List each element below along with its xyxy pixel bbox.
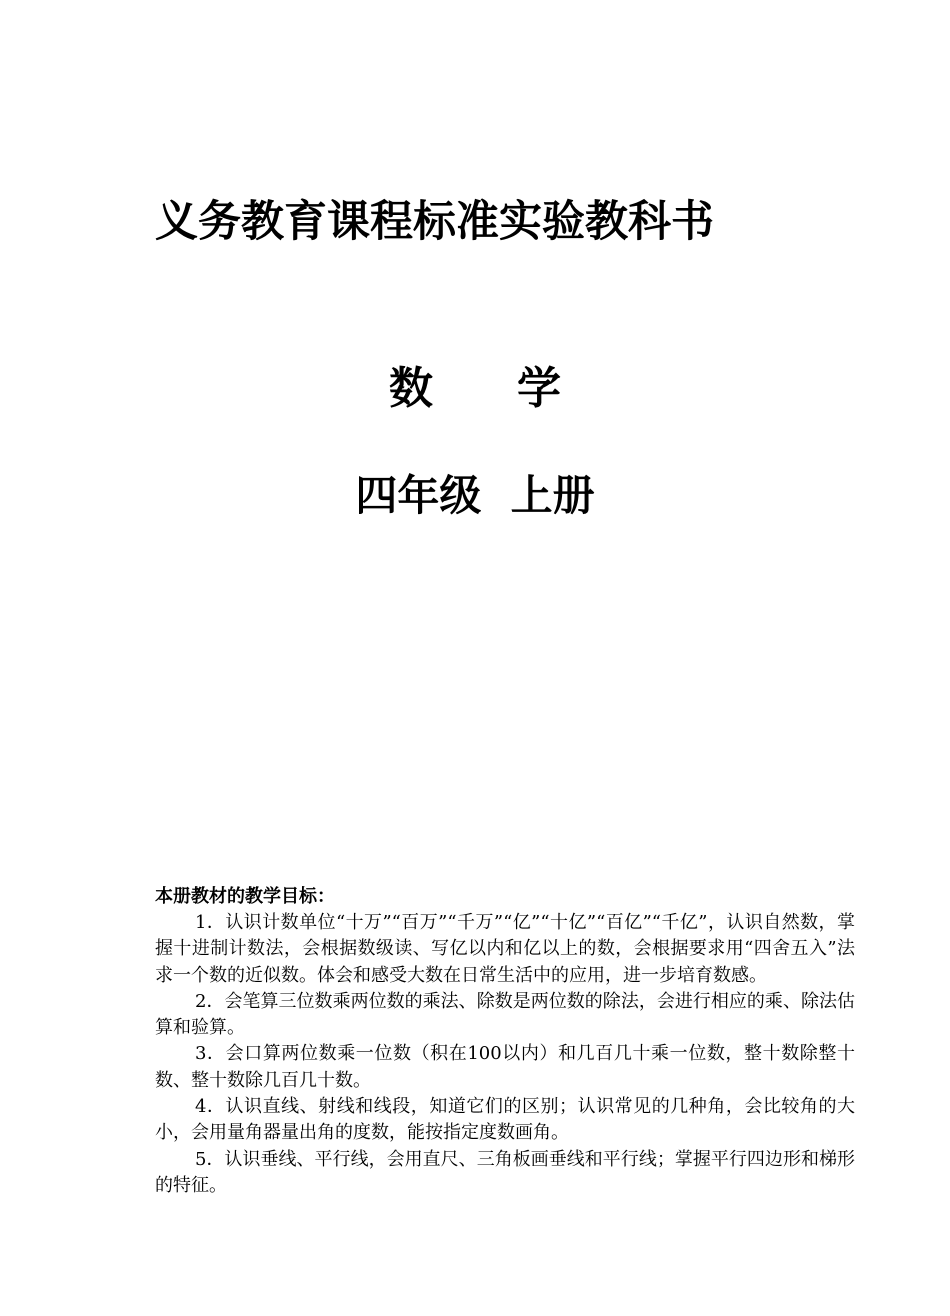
goal-item: 3．会口算两位数乘一位数（积在100以内）和几百几十乘一位数，整十数除整十数、整十数除几百几十数。 bbox=[155, 1043, 855, 1091]
teaching-goals bbox=[155, 884, 855, 1199]
goal-item: 1．认识计数单位“十万”“百万”“千万”“亿”“十亿”“百亿”“千亿”，认识自然数，掌握十进制计数法，会根据数级读、写亿以内和亿以上的数，会根据要求用“四舍五入”法求一个数的近似数。体会和感受大数在日常生活中的应用，进一步培育数感。 bbox=[155, 912, 855, 986]
goal-item: 2．会笔算三位数乘两位数的乘法、除数是两位数的除法，会进行相应的乘、除法估算和验算。 bbox=[155, 990, 855, 1039]
subject-char-1: 数 bbox=[389, 363, 433, 414]
subject-char-2: 学 bbox=[517, 363, 561, 414]
series-title: 义务教育课程标准实验教科书 bbox=[155, 197, 714, 247]
grade-title: 四年级 上册 bbox=[355, 471, 595, 520]
goals-heading: 本册教材的教学目标： bbox=[155, 886, 335, 907]
goal-item: 4．认识直线、射线和线段，知道它们的区别；认识常见的几种角，会比较角的大小，会用量角器量出角的度数，能按指定度数画角。 bbox=[155, 1096, 855, 1144]
goal-item: 5．认识垂线、平行线，会用直尺、三角板画垂线和平行线；掌握平行四边形和梯形的特征。 bbox=[155, 1148, 855, 1196]
subject-title bbox=[0, 352, 950, 416]
